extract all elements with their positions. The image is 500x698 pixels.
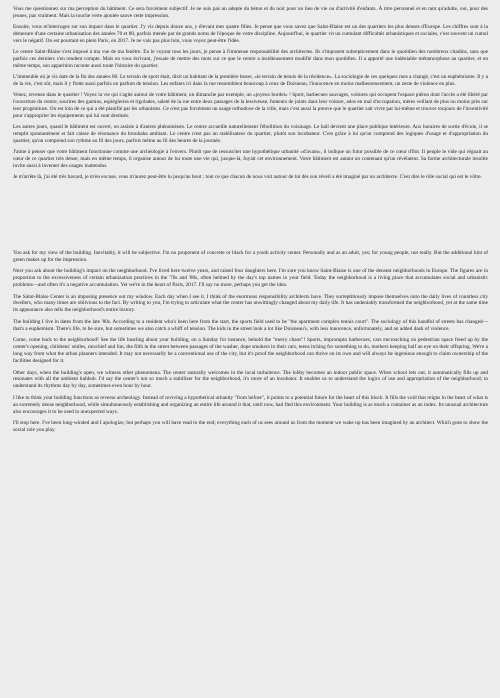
section-gap [13, 186, 488, 250]
english-paragraph-7: I like to think your building functions as reverse archeology. Instead of reviving a hypothetical urbanity "from before", it points to a potential future for the heart of this block. It fills the void that reigns in the heart of what is an extremely dense neighborhood, while simultaneously establishing and organizing an entire life around it that, until now, had fled this environment. Your building is as much a container as an index. Its unusual architecture also encourages it to be used in unexpected ways. [13, 394, 488, 415]
french-paragraph-5: Venez, revenez dans le quartier ! Voyez la vie qui s'agite autour de votre bâtiment, un dimanche par exemple, un «joyeux bordel» ! Sport, barbecues sauvages, voitures qui occupent l'espace piéton dont l'accès a été libéré par l'ouverture du centre, sourires des gamins, espiègleries et rigolades, saleté de la rue entre deux passages de la lessiveuse, fumeurs de joints dans leur voiture, ados en mal d'occupation, mères veillant de plus ou moins près sur leur progéniture. On est loin de ce qui a été planifié par les urbanistes. Ce n'est pas forcément un usage orthodoxe de la ville, mais c'est aussi la preuve que le quartier sait vivre par lui-même et trouver toujours de l'inventivité pour s'approprier les équipements qui lui sont destinés. [13, 92, 488, 119]
english-text [13, 250, 488, 434]
french-paragraph-2: Ensuite, vous m'interrogez sur son impact dans le quartier. J'y vis depuis douze ans, y élevant mes quatre filles. Je pense que vous savez que Saint-Blaise est un des quartiers les plus denses d'Europe. Les chiffres sont à la démesure d'une certaine urbanisation des années 70 et 80, parfois menée par de grands noms de l'époque de votre discipline. Aujourd'hui, le quartier vit un cumulant difficultés urbanistiques et sociales, c'est souvent un cumul vers le négatif. On est pourtant en plein Paris, en 2017. Je ne vais pas plus loin, vous voyez peut-être l'idée. [13, 24, 488, 44]
french-paragraph-3: Le centre Saint-Blaise s'est imposé à ma vue de ma fenêtre. En le voyant tous les jours, je pense à l'immense responsabilité des architectes. Ils s'imposent subrepticement dans le quotidien des nombreux citadins, sans que parfois ces derniers s'en rendent compte. Mais en vous écrivant, j'essaie de mettre des mots sur ce que le centre a insidieusement modifié dans mon quotidien. Il a apporté une indéniable métamorphose au quartier, et en même temps, son apparition raconte aussi toute l'histoire du quartier. [13, 49, 488, 69]
french-paragraph-8: Je m'arrête là, j'ai été très bavard, je m'en excuse, vous m'aurez peut-être lu jusqu'au bout ; tout ce que chacun de nous voit autour de lui dès son réveil a été imaginé par un architecte. C'est dire le rôle social qui est le vôtre. [13, 174, 482, 181]
english-paragraph-5: Come, come back to the neighborhood! See the life bustling about your building, on a Sunday for instance, behold the "merry chaos"! Sports, impromptu barbecues, cars encroaching on pedestrian space freed up by the center's opening, childrens' smiles, mischief and fun, the filth in the street between passages of the washer, dope smokers in their cars, teens itching for something to do, mothers keeping half an eye on their offspring. We're a long way from what the urban planners intended. It may not necessarily be a conventional use of the city, but it's proof the neighborhood can thrive on its own and will always be ingenious enough to claim ownership of the facilities designed for it. [13, 337, 488, 364]
english-paragraph-2: Next you ask about the building's impact on the neighborhood. I've lived here twelve years, and raised four daughters here. I'm sure you know Saint-Blaise is one of the densest neighborhoods in Europe. The figures are in proportion to the excessiveness of certain urbanization practices in the '70s and '80s, often helmed by the day's top names in your field. Today the neighborhood is a living place that accumulates social and urbanistic problems—and often it's a negative accumulation. Yet we're in the heart of Paris, 2017. I'll say no more, perhaps you get the idea. [13, 268, 488, 288]
french-paragraph-7: J'aime à penser que votre bâtiment fonctionne comme une archéologie à l'envers. Plutôt que de ressusciter une hypothétique urbanité «d'avant», il indique un futur possible de ce cœur d'îlot. Il peuple le vide qui régnait au cœur de ce quartier très dense, mais en même temps, il organise autour de lui toute une vie qui, jusque-là, fuyait cet environnement. Votre bâtiment est autant un contenant qu'un révélateur. Sa forme architecturale insolite invite aussi à inventer des usages inattendus. [13, 149, 488, 170]
english-paragraph-1: You ask for my view of the building. Inevitably, it will be subjective. I'm no proponent of concrete or black for a youth activity center. Personally and as an adult, yes; for young people, not really. But the additional hint of green makes up for the impression. [13, 249, 488, 263]
french-paragraph-6: Les autres jours, quand le bâtiment est ouvert, on assiste à d'autres phénomènes. Le centre accueille naturellement l'ébullition du voisinage. Le hall devient une place publique intérieure. Aux horaires de sortie d'école, il se remplit spontanément et fait caisse de résonance du brouhaha ambiant. Le centre n'est pas un stabilisateur du quartier, plutôt son incubateur. C'est grâce à lui qu'on comprend des logiques d'usage et d'appropriation du quartier, qu'on comprend son rythme au fil des jours, parfois même au fil des heures de la journée. [13, 124, 488, 144]
english-paragraph-8: I'll stop here. I've been long-winded and I apologize, but perhaps you will have read to the end; everything each of us sees around us from the moment we wake up has been imagined by an architect. Which goes to show the social role you play. [13, 420, 488, 434]
english-paragraph-6: Other days, when the building's open, we witness other phenomena. The center naturally welcomes in the local turbulence. The lobby becomes an indoor public space. When school lets out, it automatically fills up and resonates with all the ambient hubbub. I'd say the center's not so much a stabilizer for the neighborhood, it's more of an incubator. It enables us to understand the logics of use and appropriation of the neighborhood; to understand its rhythms day by day, sometimes even hour by hour. [13, 369, 488, 390]
french-paragraph-1: Vous me questionnez sur ma perception du bâtiment. Ce sera forcément subjectif. Je ne suis pas un adepte du béton et du noir pour un lieu de vie ou d'activité d'enfants. À titre personnel et en tant qu'adulte, oui, pour des jeunes, pas vraiment. Mais la touche verte ajoutée sauve cette impression. [13, 6, 488, 19]
french-text [13, 6, 488, 181]
english-paragraph-4: The building I live in dates from the late '80s. According to a resident who's been here from the start, the sports field used to be "the apartment complex tennis court". The sociology of this handful of streets has changed—that's a euphemism. There's life, to be sure, but sometimes we also catch a whiff of tension. The kids in the street look a lot like Doisneau's, with less innocence, unfortunately, and an added dash of violence. [13, 318, 488, 332]
english-paragraph-3: The Saint-Blaise Center is an imposing presence out my window. Each day when I see it, I think of the enormous responsibility architects have. They surreptitiously impose themselves onto the daily lives of countless city dwellers, who many times are oblivious to the fact. By writing to you, I'm trying to articulate what the center has unwittingly changed about my daily life. It has undeniably transformed the neighborhood, yet at the same time its appearance also tells the neighborhood's entire history. [13, 293, 488, 314]
french-paragraph-4: L'immeuble où je vis date de la fin des années 80. Le terrain de sport était, dixit un habitant de la première heure, «le terrain de tennis de la résidence». La sociologie de ces quelques rues a changé, c'est un euphémisme. Il y a de la vie, c'est sûr, mais il y flotte aussi parfois un parfum de tension. Les enfants ici dans la rue ressemblent beaucoup à ceux de Doisneau, l'innocence en moins malheureusement, un zeste de violence en plus. [13, 74, 488, 88]
